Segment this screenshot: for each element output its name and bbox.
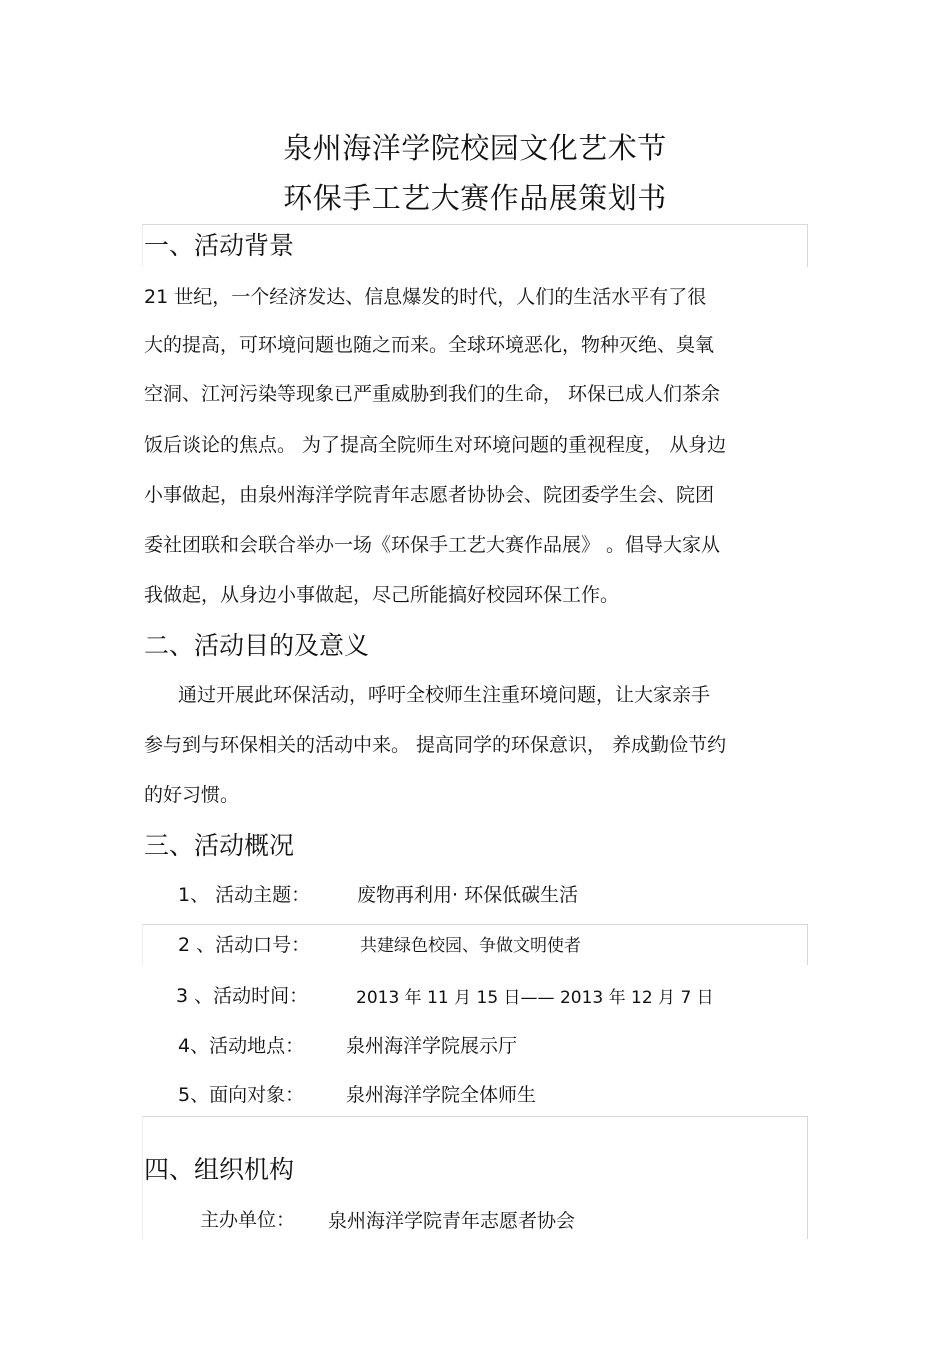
paragraph-line: 21 世纪，一个经济发达、信息爆发的时代，人们的生活水平有了很 — [144, 286, 707, 308]
paragraph-line: 饭后谈论的焦点。 为了提高全院师生对环境问题的重视程度， 从身边 — [144, 434, 727, 456]
host-unit-value: 泉州海洋学院青年志愿者协会 — [328, 1210, 576, 1232]
overview-item-label: 1、 活动主题： — [178, 884, 311, 906]
section-heading-purpose: 二、活动目的及意义 — [144, 631, 370, 660]
document-title-line-1: 泉州海洋学院校园文化艺术节 — [283, 131, 667, 165]
paragraph-line: 的好习惯。 — [144, 784, 240, 806]
overview-item-value: 泉州海洋学院全体师生 — [346, 1084, 537, 1106]
paragraph-line: 我做起，从身边小事做起，尽己所能搞好校园环保工作。 — [144, 584, 620, 606]
overview-item-value: 废物再利用· 环保低碳生活 — [357, 884, 579, 906]
paragraph-line: 大的提高，可环境问题也随之而来。全球环境恶化，物种灭绝、臭氧 — [144, 334, 715, 356]
section-heading-background: 一、活动背景 — [144, 231, 295, 260]
overview-item-value: 共建绿色校园、争做文明使者 — [360, 936, 581, 956]
overview-item-label: 4、活动地点： — [178, 1035, 305, 1057]
paragraph-line: 委社团联和会联合举办一场《环保手工艺大赛作品展》 。倡导大家从 — [144, 534, 721, 556]
overview-item-label: 3 、活动时间： — [176, 985, 309, 1007]
overview-item-label: 2 、活动口号： — [178, 934, 311, 956]
paragraph-line: 小事做起，由泉州海洋学院青年志愿者协协会、院团委学生会、院团 — [144, 484, 715, 506]
overview-item-label: 5、面向对象： — [178, 1084, 305, 1106]
overview-item-value: 泉州海洋学院展示厅 — [346, 1035, 518, 1057]
host-unit-label: 主办单位： — [200, 1209, 296, 1231]
paragraph-line: 参与到与环保相关的活动中来。 提高同学的环保意识， 养成勤俭节约 — [144, 734, 727, 756]
overview-item-value: 2013 年 11 月 15 日—— 2013 年 12 月 7 日 — [356, 988, 714, 1008]
section-heading-organization: 四、组织机构 — [144, 1155, 295, 1184]
document-title-line-2: 环保手工艺大赛作品展策划书 — [283, 181, 667, 215]
section-heading-overview: 三、活动概况 — [144, 831, 295, 860]
paragraph-line: 通过开展此环保活动，呼吁全校师生注重环境问题，让大家亲手 — [178, 684, 711, 706]
paragraph-line: 空洞、江河污染等现象已严重威胁到我们的生命， 环保已成人们茶余 — [144, 383, 721, 405]
